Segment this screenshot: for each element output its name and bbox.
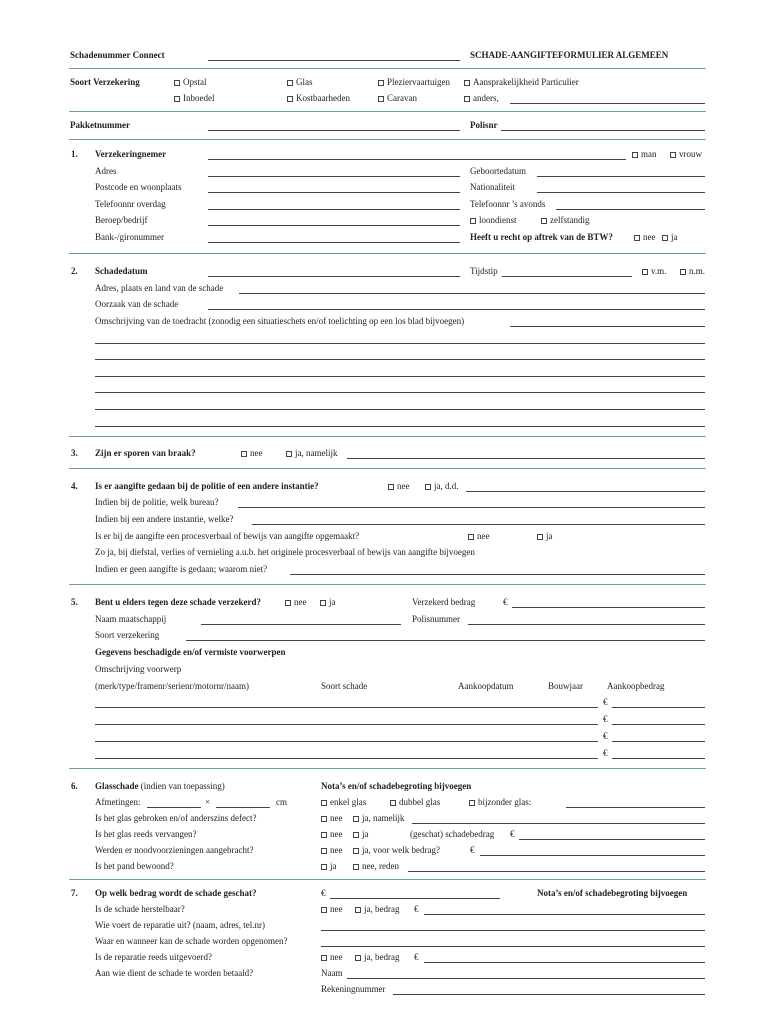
braak-field[interactable] <box>347 458 705 459</box>
herstelbaar-nee[interactable]: nee <box>321 904 343 915</box>
soort-verzekering-label: Soort verzekering <box>95 630 160 640</box>
naam-field[interactable] <box>347 978 705 979</box>
checkbox[interactable] <box>468 534 474 540</box>
section-number: 2. <box>71 266 78 276</box>
option-man[interactable]: man <box>632 149 657 160</box>
aangifte-nee[interactable]: nee <box>388 481 410 492</box>
option-nm[interactable]: n.m. <box>680 266 705 277</box>
checkbox[interactable] <box>285 600 291 606</box>
section-number: 4. <box>71 481 78 491</box>
politie-field[interactable] <box>238 507 705 508</box>
notas-label: Nota’s en/of schadebegroting bijvoegen <box>537 888 688 898</box>
option-caravan[interactable]: Caravan <box>378 93 417 104</box>
elders-ja[interactable]: ja <box>320 597 336 608</box>
waar-wanneer-field[interactable] <box>321 946 705 947</box>
geboortedatum-field[interactable] <box>537 176 705 177</box>
geschat-label: (geschat) schadebedrag <box>410 829 495 839</box>
section-number: 1. <box>71 149 78 159</box>
checkbox[interactable] <box>320 600 326 606</box>
checkbox[interactable] <box>469 800 475 806</box>
nood-bedrag-field[interactable] <box>480 855 705 856</box>
checkbox[interactable] <box>464 80 470 86</box>
tijdstip-label: Tijdstip <box>470 266 498 276</box>
divider <box>69 768 706 769</box>
checkbox[interactable] <box>634 235 640 241</box>
bouwjaar-header: Bouwjaar <box>548 681 583 691</box>
checkbox[interactable] <box>680 269 686 275</box>
voorwerp-line[interactable] <box>95 724 598 725</box>
section-title: Zijn er sporen van braak? <box>95 448 196 458</box>
section-title: Verzekeringnemer <box>95 149 167 159</box>
rekeningnummer-field[interactable] <box>393 994 705 995</box>
checkbox[interactable] <box>464 96 470 102</box>
aankoopbedrag-field[interactable] <box>612 741 705 742</box>
option-kostbaarheden[interactable]: Kostbaarheden <box>287 93 350 104</box>
aan-wie-label: Aan wie dient de schade te worden betaald? <box>95 968 254 978</box>
adres-plaats-label: Adres, plaats en land van de schade <box>95 283 224 293</box>
nood-ja[interactable]: ja, voor welk bedrag? <box>353 845 440 856</box>
option-vrouw[interactable]: vrouw <box>670 149 702 160</box>
option-loondienst[interactable]: loondienst <box>470 215 517 226</box>
tijdstip-field[interactable] <box>502 276 632 277</box>
omschrijving-line[interactable] <box>95 426 705 427</box>
divider <box>69 879 706 880</box>
checkbox[interactable] <box>287 80 293 86</box>
aankoopbedrag-header: Aankoopbedrag <box>607 681 665 691</box>
checkbox[interactable] <box>286 451 292 457</box>
bewoond-nee[interactable]: nee, reden <box>353 861 399 872</box>
polisnummer-field[interactable] <box>468 624 705 625</box>
checkbox[interactable] <box>174 80 180 86</box>
telefoon-avonds-field[interactable] <box>556 209 705 210</box>
divider <box>69 139 706 140</box>
beroep-field[interactable] <box>208 225 460 226</box>
gebroken-nee[interactable]: nee <box>321 813 343 824</box>
checkbox[interactable] <box>388 484 394 490</box>
divider <box>69 584 706 585</box>
geschat-field[interactable] <box>519 839 705 840</box>
pv-ja[interactable]: ja <box>537 531 553 542</box>
procesverbaal-label: Is er bij de aangifte een procesverbaal of bewijs van aangifte opgemaakt? <box>95 531 360 541</box>
checkbox[interactable] <box>321 848 327 854</box>
voorwerp-line[interactable] <box>95 707 598 708</box>
omschrijving-line[interactable] <box>95 376 705 377</box>
oorzaak-label: Oorzaak van de schade <box>95 299 179 309</box>
vervangen-nee[interactable]: nee <box>321 829 343 840</box>
btw-question: Heeft u recht op aftrek van de BTW? <box>470 232 613 242</box>
section-number: 5. <box>71 597 78 607</box>
reden-field[interactable] <box>408 871 705 872</box>
euro-sign: € <box>503 597 508 607</box>
telefoon-avonds-label: Telefoonnr ’s avonds <box>470 199 546 209</box>
uitgevoerd-ja[interactable]: ja, bedrag <box>355 952 399 963</box>
gebroken-ja[interactable]: ja, namelijk <box>353 813 405 824</box>
divider <box>69 68 706 69</box>
gegevens-title: Gegevens beschadigde en/of vermiste voorwerpen <box>95 647 286 657</box>
naam-maatschappij-label: Naam maatschappij <box>95 614 167 624</box>
schadenummer-label: Schadenummer Connect <box>70 50 165 60</box>
section-title: Schadedatum <box>95 266 148 276</box>
section-title: Bent u elders tegen deze schade verzekerd? <box>95 597 261 607</box>
aankoopdatum-header: Aankoopdatum <box>458 681 514 691</box>
pakketnummer-label: Pakketnummer <box>70 120 130 130</box>
polisnummer-label: Polisnummer <box>412 614 461 624</box>
option-opstal[interactable]: Opstal <box>174 77 207 88</box>
naam-label: Naam <box>321 968 343 978</box>
voorwerp-line[interactable] <box>95 741 598 742</box>
option-glas[interactable]: Glas <box>287 77 313 88</box>
bijzonder-glas-field[interactable] <box>566 807 705 808</box>
checkbox[interactable] <box>632 152 638 158</box>
elders-nee[interactable]: nee <box>285 597 307 608</box>
omschrijving-line[interactable] <box>95 392 705 393</box>
gebroken-label: Is het glas gebroken en/of anderszins defect? <box>95 813 257 823</box>
omschrijving-line[interactable] <box>95 409 705 410</box>
divider <box>69 468 706 469</box>
checkbox[interactable] <box>537 534 543 540</box>
omschrijving-field[interactable] <box>510 326 705 327</box>
checkbox[interactable] <box>321 800 327 806</box>
aankoopbedrag-field[interactable] <box>612 758 705 759</box>
option-pleziervaartuigen[interactable]: Pleziervaartuigen <box>378 77 450 88</box>
euro-sign: € <box>603 748 608 758</box>
telefoon-overdag-field[interactable] <box>208 209 460 210</box>
rekeningnummer-label: Rekeningnummer <box>321 984 386 994</box>
option-bijzonder-glas[interactable]: bijzonder glas: <box>469 797 531 808</box>
nationaliteit-label: Nationaliteit <box>470 182 515 192</box>
checkbox[interactable] <box>355 955 361 961</box>
checkbox[interactable] <box>321 907 327 913</box>
adres-plaats-field[interactable] <box>239 293 705 294</box>
checkbox[interactable] <box>353 832 359 838</box>
euro-sign: € <box>470 845 475 855</box>
omschrijving-line[interactable] <box>95 359 705 360</box>
option-zelfstandig[interactable]: zelfstandig <box>541 215 590 226</box>
verzekeringnemer-field[interactable] <box>208 159 626 160</box>
checkbox[interactable] <box>353 864 359 870</box>
beroep-label: Beroep/bedrijf <box>95 215 148 225</box>
nood-nee[interactable]: nee <box>321 845 343 856</box>
nationaliteit-field[interactable] <box>537 192 705 193</box>
checkbox[interactable] <box>355 907 361 913</box>
schadedatum-field[interactable] <box>208 276 460 277</box>
checkbox[interactable] <box>321 816 327 822</box>
reeds-uitgevoerd-label: Is de reparatie reeds uitgevoerd? <box>95 952 212 962</box>
uitgevoerd-bedrag-field[interactable] <box>424 962 705 963</box>
postcode-label: Postcode en woonplaats <box>95 182 182 192</box>
aangifte-datum-field[interactable] <box>466 491 705 492</box>
braak-nee[interactable]: nee <box>241 448 263 459</box>
checkbox[interactable] <box>353 848 359 854</box>
euro-sign: € <box>603 731 608 741</box>
wie-voert-field[interactable] <box>321 930 705 931</box>
noodvoorzieningen-label: Werden er noodvoorzieningen aangebracht? <box>95 845 254 855</box>
euro-sign: € <box>321 888 326 898</box>
verzekerd-bedrag-field[interactable] <box>512 607 705 608</box>
aankoopbedrag-field[interactable] <box>612 724 705 725</box>
voorwerp-line[interactable] <box>95 758 598 759</box>
diefstal-note: Zo ja, bij diefstal, verlies of vernieling a.u.b. het originele procesverbaal of bewijs van aangifte bijvoegen <box>95 547 475 557</box>
bank-label: Bank-/gironummer <box>95 232 164 242</box>
adres-field[interactable] <box>208 176 460 177</box>
cm-label: cm <box>276 797 287 807</box>
checkbox[interactable] <box>174 96 180 102</box>
anders-field[interactable] <box>510 103 705 104</box>
naam-maatschappij-field[interactable] <box>201 624 401 625</box>
pv-nee[interactable]: nee <box>468 531 490 542</box>
soort-verzekering-label: Soort Verzekering <box>70 77 140 87</box>
afmetingen-label: Afmetingen: <box>95 797 141 807</box>
vervangen-ja[interactable]: ja <box>353 829 369 840</box>
polisnr-label: Polisnr <box>470 120 498 130</box>
divider <box>69 111 706 112</box>
braak-ja[interactable]: ja, namelijk <box>286 448 338 459</box>
bank-field[interactable] <box>208 242 460 243</box>
section-number: 6. <box>71 781 78 791</box>
aangifte-ja[interactable]: ja, d.d. <box>425 481 459 492</box>
polisnr-field[interactable] <box>501 130 705 131</box>
euro-sign: € <box>414 952 419 962</box>
herstel-bedrag-field[interactable] <box>424 914 705 915</box>
waar-wanneer-label: Waar en wanneer kan de schade worden opgenomen? <box>95 936 288 946</box>
euro-sign: € <box>510 829 515 839</box>
gebroken-field[interactable] <box>412 823 705 824</box>
soort-verzekering-field[interactable] <box>186 640 705 641</box>
option-anders[interactable]: anders, <box>464 93 499 104</box>
checkbox[interactable] <box>353 816 359 822</box>
euro-sign: € <box>603 697 608 707</box>
bewoond-ja[interactable]: ja <box>321 861 337 872</box>
option-vm[interactable]: v.m. <box>642 266 666 277</box>
omschrijving-voorwerp-label: Omschrijving voorwerp <box>95 664 182 674</box>
option-dubbel-glas[interactable]: dubbel glas <box>390 797 440 808</box>
checkbox[interactable] <box>670 152 676 158</box>
afmeting-1-field[interactable] <box>147 807 201 808</box>
checkbox[interactable] <box>425 484 431 490</box>
checkbox[interactable] <box>321 864 327 870</box>
adres-label: Adres <box>95 166 117 176</box>
omschrijving-line[interactable] <box>95 343 705 344</box>
section-number: 3. <box>71 448 78 458</box>
checkbox[interactable] <box>321 832 327 838</box>
times-sign: × <box>205 797 211 807</box>
instantie-label: Indien bij een andere instantie, welke? <box>95 514 234 524</box>
omschrijving-label: Omschrijving van de toedracht (zonodig een situatieschets en/of toelichting op een los blad bijvoegen) <box>95 316 465 326</box>
herstelbaar-label: Is de schade herstelbaar? <box>95 904 185 914</box>
divider <box>69 436 706 437</box>
section-number: 7. <box>71 888 78 898</box>
vervangen-label: Is het glas reeds vervangen? <box>95 829 197 839</box>
verzekerd-bedrag-label: Verzekerd bedrag <box>412 597 476 607</box>
geen-aangifte-field[interactable] <box>290 574 705 575</box>
checkbox[interactable] <box>662 235 668 241</box>
option-inboedel[interactable]: Inboedel <box>174 93 215 104</box>
option-enkel-glas[interactable]: enkel glas <box>321 797 366 808</box>
btw-nee[interactable]: nee <box>634 232 656 243</box>
form-title: SCHADE-AANGIFTEFORMULIER ALGEMEEN <box>470 50 669 60</box>
checkbox[interactable] <box>541 218 547 224</box>
telefoon-overdag-label: Telefoonnr overdag <box>95 199 166 209</box>
checkbox[interactable] <box>470 218 476 224</box>
section-title: Glasschade (indien van toepassing) <box>95 781 225 791</box>
merk-type-label: (merk/type/framenr/serienr/motornr/naam) <box>95 681 249 691</box>
checkbox[interactable] <box>321 955 327 961</box>
option-aansprakelijkheid[interactable]: Aansprakelijkheid Particulier <box>464 77 579 88</box>
aankoopbedrag-field[interactable] <box>612 707 705 708</box>
pakketnummer-field[interactable] <box>208 130 460 131</box>
checkbox[interactable] <box>378 80 384 86</box>
soort-schade-header: Soort schade <box>321 681 368 691</box>
afmeting-2-field[interactable] <box>216 807 270 808</box>
geen-aangifte-label: Indien er geen aangifte is gedaan; waarom niet? <box>95 564 268 574</box>
euro-sign: € <box>603 714 608 724</box>
herstelbaar-ja[interactable]: ja, bedrag <box>355 904 399 915</box>
geschat-bedrag-field[interactable] <box>330 898 500 899</box>
euro-sign: € <box>414 904 419 914</box>
geboortedatum-label: Geboortedatum <box>470 166 526 176</box>
btw-ja[interactable]: ja <box>662 232 678 243</box>
oorzaak-field[interactable] <box>208 309 705 310</box>
instantie-field[interactable] <box>252 524 705 525</box>
checkbox[interactable] <box>390 800 396 806</box>
politie-label: Indien bij de politie, welk bureau? <box>95 497 219 507</box>
schadenummer-field[interactable] <box>208 60 460 61</box>
bewoond-label: Is het pand bewoond? <box>95 861 174 871</box>
checkbox[interactable] <box>287 96 293 102</box>
checkbox[interactable] <box>378 96 384 102</box>
checkbox[interactable] <box>241 451 247 457</box>
section-title: Op welk bedrag wordt de schade geschat? <box>95 888 257 898</box>
uitgevoerd-nee[interactable]: nee <box>321 952 343 963</box>
section-title: Is er aangifte gedaan bij de politie of een andere instantie? <box>95 481 319 491</box>
postcode-field[interactable] <box>208 192 460 193</box>
checkbox[interactable] <box>642 269 648 275</box>
notas-title: Nota’s en/of schadebegroting bijvoegen <box>321 781 472 791</box>
wie-voert-label: Wie voert de reparatie uit? (naam, adres, tel.nr) <box>95 920 266 930</box>
divider <box>69 253 706 254</box>
